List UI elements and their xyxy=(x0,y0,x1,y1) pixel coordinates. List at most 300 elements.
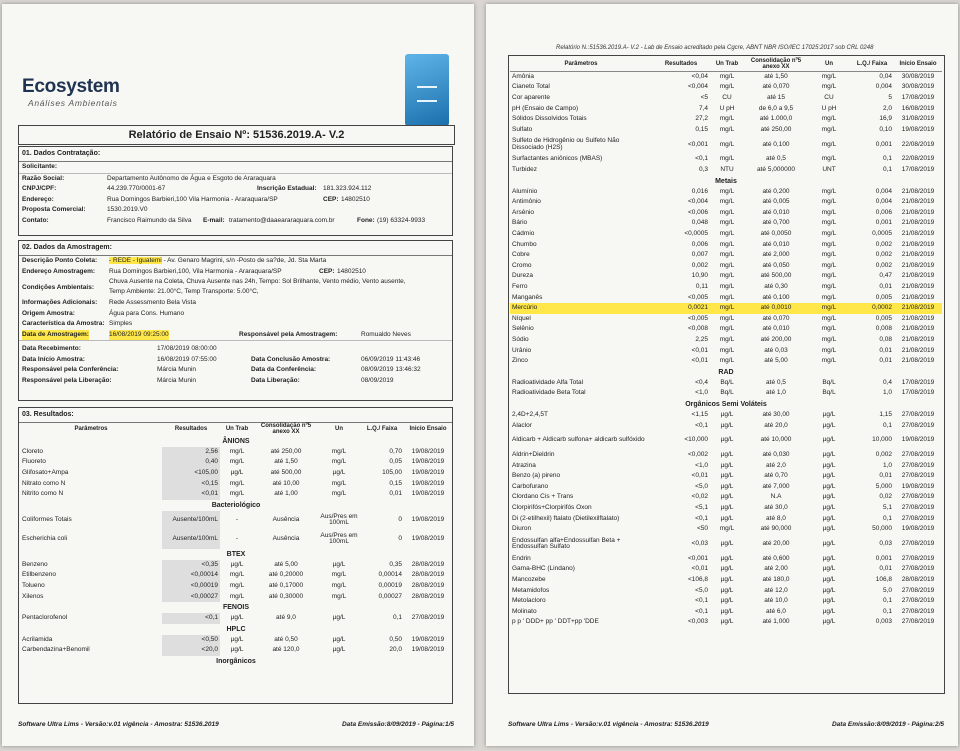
origem-label: Origem Amostra: xyxy=(22,309,75,317)
resultados-header: 03. Resultados: xyxy=(19,408,452,423)
cell-start-date: 21/08/2019 xyxy=(894,303,942,314)
cell-limit: até 2,0 xyxy=(766,461,786,469)
results-table-page-2 xyxy=(510,57,942,628)
ponto-highlight: - REDE - Iguatemi xyxy=(109,257,162,264)
cell-result: 0,002 xyxy=(691,261,708,269)
cell-limit: até 5,00 xyxy=(764,357,788,365)
cell-lq: 0,008 xyxy=(875,325,892,333)
cell-result: 0,40 xyxy=(162,458,220,469)
cell-result: Ausente/100mL xyxy=(162,530,220,549)
cell-lq: 0,05 xyxy=(389,458,402,466)
cell-limit: até 30,00 xyxy=(762,410,790,418)
cell-limit: até 20,00 xyxy=(762,540,790,548)
table-row xyxy=(510,282,942,293)
cell-result: <10,000 xyxy=(684,436,708,444)
carac-label: Característica da Amostra: xyxy=(22,320,105,327)
cell-lq: 0,70 xyxy=(389,447,402,455)
cell-unit: µg/L xyxy=(332,635,346,643)
cell-unit-trab: µg/L xyxy=(720,421,734,429)
group-title: Inorgânicos xyxy=(216,657,256,665)
cell-param: Benzeno xyxy=(22,560,48,568)
cell-start-date: 22/08/2019 xyxy=(901,140,935,148)
resp-liberacao-label: Responsável pela Liberação: xyxy=(22,376,112,384)
cell-limit: até 15 xyxy=(766,94,786,102)
resp-conferencia-value: Márcia Munin xyxy=(157,366,197,373)
cell-lq: 16,9 xyxy=(879,115,892,123)
cell-unit-trab: mg/L xyxy=(719,272,735,280)
footer-page-2 xyxy=(508,721,944,728)
cell-start-date: 28/08/2019 xyxy=(411,592,445,600)
cell-param: Tolueno xyxy=(22,582,45,590)
cell-param: Arsênio xyxy=(512,208,535,216)
cell-lq: 0,04 xyxy=(879,72,892,80)
cell-start-date: 31/08/2019 xyxy=(901,115,935,123)
cell-unit: mg/L xyxy=(821,325,837,333)
cell-limit: Ausência xyxy=(272,516,300,524)
cell-param: Endrin xyxy=(512,554,531,562)
cell-unit-trab: µg/L xyxy=(230,560,244,568)
table-row xyxy=(510,378,942,389)
cell-unit: µg/L xyxy=(332,469,346,477)
cell-unit-trab: µg/L xyxy=(720,576,734,584)
cell-limit: até 0,5 xyxy=(766,378,786,386)
logo-subtitle: Análises Ambientais xyxy=(28,98,118,108)
cell-unit: µg/L xyxy=(822,576,836,584)
conclusao-value: 06/09/2019 11:43:46 xyxy=(361,355,421,363)
cell-start-date: 27/08/2019 xyxy=(901,461,935,469)
cell-start-date: 21/08/2019 xyxy=(901,261,935,269)
cell-limit: até 2,000 xyxy=(762,251,790,259)
cell-param: Níquel xyxy=(512,314,531,322)
cell-unit-trab: mg/L xyxy=(719,525,735,533)
fone-label: Fone: xyxy=(357,216,375,224)
cell-result: 0,006 xyxy=(691,240,708,248)
data-amostragem-label: Data de Amostragem: xyxy=(22,330,89,341)
report-page-1 xyxy=(2,4,474,746)
cell-param: Acrilamida xyxy=(22,635,53,643)
cell-result: <0,0005 xyxy=(684,230,708,238)
cell-unit-trab: Bq/L xyxy=(720,389,734,397)
cell-start-date: 21/08/2019 xyxy=(901,357,935,365)
cell-unit-trab: mg/L xyxy=(229,458,245,466)
cell-start-date: 21/08/2019 xyxy=(901,272,935,280)
cell-result: 7,4 xyxy=(698,104,708,112)
cell-unit-trab: mg/L xyxy=(229,592,245,600)
cell-lq: 0,01 xyxy=(389,490,402,498)
group-header xyxy=(20,549,452,560)
cell-lq: 0,003 xyxy=(875,618,892,626)
table-row xyxy=(510,356,942,367)
cell-unit: µg/L xyxy=(822,618,836,626)
resp-liberacao-value: Márcia Munin xyxy=(157,376,197,384)
group-header xyxy=(20,602,452,613)
cell-unit: mg/L xyxy=(331,582,347,590)
cell-unit-trab: CU xyxy=(722,94,732,102)
cell-lq: 0,03 xyxy=(879,540,892,548)
cell-lq: 0,00014 xyxy=(378,571,402,579)
cell-start-date: 19/08/2019 xyxy=(901,525,935,533)
cell-result: <0,004 xyxy=(687,83,708,91)
table-row xyxy=(510,535,942,554)
table-row xyxy=(510,229,942,240)
cell-lq: 0 xyxy=(398,516,402,524)
cell-unit: mg/L xyxy=(821,293,837,301)
table-row xyxy=(510,524,942,535)
cell-result: <0,50 xyxy=(162,635,220,646)
cell-unit: Bq/L xyxy=(822,378,836,386)
cell-result: <0,15 xyxy=(162,479,220,490)
cell-unit: mg/L xyxy=(821,230,837,238)
cell-result: <0,001 xyxy=(687,554,708,562)
cell-result: <5,1 xyxy=(695,504,708,512)
table-row xyxy=(510,72,942,83)
table-row xyxy=(510,104,942,115)
table-row xyxy=(20,560,452,571)
table-row xyxy=(20,581,452,592)
cell-unit-trab: - xyxy=(235,535,239,543)
cell-start-date: 27/08/2019 xyxy=(901,472,935,480)
table-row xyxy=(510,314,942,325)
cell-lq: 1,0 xyxy=(882,389,892,397)
cell-unit-trab: µg/L xyxy=(720,586,734,594)
cell-unit: mg/L xyxy=(331,571,347,579)
cell-unit: mg/L xyxy=(821,240,837,248)
table-row xyxy=(510,471,942,482)
cell-unit: mg/L xyxy=(331,458,347,466)
cell-unit: mg/L xyxy=(331,447,347,455)
cell-start-date: 21/08/2019 xyxy=(901,251,935,259)
cell-lq: 20,0 xyxy=(389,646,402,654)
cell-result: <0,4 xyxy=(695,378,708,386)
cell-lq: 0,001 xyxy=(875,554,892,562)
group-header xyxy=(20,656,452,667)
cell-start-date: 27/08/2019 xyxy=(901,421,935,429)
cell-param: Di (2-etilhexil) ftalato (Dietilexilftalato) xyxy=(512,514,620,522)
cell-lq: 0,1 xyxy=(882,514,892,522)
cell-param: Bário xyxy=(512,219,528,227)
cell-unit-trab: - xyxy=(235,516,239,524)
cell-limit: até 1.000,0 xyxy=(759,115,793,123)
inicio-label: Data Início Amostra: xyxy=(22,355,85,363)
cell-start-date: 17/08/2019 xyxy=(901,94,935,102)
cell-limit: até 2,00 xyxy=(764,565,788,573)
cell-unit-trab: mg/L xyxy=(719,219,735,227)
cell-unit-trab: mg/L xyxy=(719,325,735,333)
cell-unit-trab: µg/L xyxy=(720,493,734,501)
cell-lq: 0,08 xyxy=(879,335,892,343)
table-row xyxy=(20,458,452,469)
cell-unit-trab: µg/L xyxy=(230,614,244,622)
cell-unit-trab: mg/L xyxy=(719,314,735,322)
table-row xyxy=(510,493,942,504)
group-header xyxy=(510,399,942,410)
cell-start-date: 19/08/2019 xyxy=(901,482,935,490)
cell-result: 0,15 xyxy=(695,125,708,133)
endam-cep-label: CEP: xyxy=(319,267,335,275)
cell-result: <0,00027 xyxy=(162,592,220,603)
cell-unit: Aus/Pres em 100mL xyxy=(320,531,358,546)
cell-unit: mg/L xyxy=(331,490,347,498)
cell-limit: até 1,000 xyxy=(762,618,790,626)
table-row xyxy=(510,461,942,472)
cell-limit: até 500,00 xyxy=(760,272,792,280)
cell-start-date: 21/08/2019 xyxy=(901,208,935,216)
endam-cep-value: 14802510 xyxy=(337,267,366,275)
cell-param: Molinato xyxy=(512,607,537,615)
cell-start-date: 27/08/2019 xyxy=(901,451,935,459)
cell-lq: 0,35 xyxy=(389,560,402,568)
cell-start-date: 16/08/2019 xyxy=(901,104,935,112)
cell-unit: µg/L xyxy=(332,560,346,568)
cell-limit: até 0,010 xyxy=(762,208,790,216)
cell-unit: mg/L xyxy=(331,479,347,487)
cell-start-date: 22/08/2019 xyxy=(901,155,935,163)
cell-lq: 5,0 xyxy=(882,586,892,594)
cell-result: <0,1 xyxy=(695,421,708,429)
cell-param: Coliformes Totais xyxy=(22,516,72,524)
cell-result: <1,0 xyxy=(695,389,708,397)
cond-line-1: Chuva Ausente na Coleta, Chuva Ausente nas 24h, Tempo: Sol Brilhante, Vento médio, Vento ausente, xyxy=(109,278,406,285)
cell-unit: mg/L xyxy=(331,592,347,600)
group-title: Orgânicos Semi Voláteis xyxy=(685,400,767,408)
cell-unit: µg/L xyxy=(822,540,836,548)
table-row xyxy=(510,586,942,597)
cell-unit-trab: U pH xyxy=(719,104,735,112)
footer-left: Software Ultra Lims - Versão:v.01 vigência - Amostra: 51536.2019 xyxy=(18,721,219,728)
cell-unit: mg/L xyxy=(821,208,837,216)
cell-limit: até 0,100 xyxy=(762,140,790,148)
table-row xyxy=(510,293,942,304)
cell-start-date: 27/08/2019 xyxy=(901,607,935,615)
cell-lq: 0,01 xyxy=(879,346,892,354)
cell-unit-trab: mg/L xyxy=(229,479,245,487)
group-header xyxy=(20,436,452,447)
cell-param: Nitrito como N xyxy=(22,490,64,498)
cell-lq: 0,15 xyxy=(389,479,402,487)
cell-lq: 0,00027 xyxy=(378,592,402,600)
endereco-label: Endereço: xyxy=(22,195,54,203)
cell-result: <0,04 xyxy=(691,72,708,80)
cell-param: Carbendazina+Benomil xyxy=(22,646,90,654)
cell-limit: até 0,600 xyxy=(762,554,790,562)
ponto-label: Descrição Ponto Coleta: xyxy=(22,257,98,264)
cell-start-date: 21/08/2019 xyxy=(901,282,935,290)
cell-unit-trab: µg/L xyxy=(720,618,734,626)
cell-limit: N.A xyxy=(770,493,782,501)
cell-param: Nitrato como N xyxy=(22,479,66,487)
cell-limit: até 0,0050 xyxy=(760,230,792,238)
cell-result: <0,01 xyxy=(162,489,220,500)
cell-start-date: 21/08/2019 xyxy=(901,240,935,248)
cell-lq: 0,00019 xyxy=(378,582,402,590)
table-row xyxy=(510,607,942,618)
cell-unit-trab: mg/L xyxy=(229,490,245,498)
table-row xyxy=(510,575,942,586)
cell-unit-trab: µg/L xyxy=(720,504,734,512)
cell-lq: 0,005 xyxy=(875,293,892,301)
cell-result: 0,0021 xyxy=(652,303,710,314)
ie-label: Inscrição Estadual: xyxy=(257,185,317,192)
table-row xyxy=(20,592,452,603)
cell-param: Turbidez xyxy=(512,166,538,174)
cell-param: Mercúrio xyxy=(510,303,652,314)
table-row xyxy=(510,503,942,514)
cell-param: Aldicarb + Aldicarb sulfona+ aldicarb sulfóxido xyxy=(512,436,645,444)
cell-result: <0,006 xyxy=(687,208,708,216)
cell-unit: mg/L xyxy=(821,155,837,163)
razao-label: Razão Social: xyxy=(22,174,65,182)
cell-param: Glifosato+Ampa xyxy=(22,469,69,477)
cell-limit: até 10,0 xyxy=(764,597,788,605)
logo-name: Ecosystem xyxy=(22,76,120,97)
table-row xyxy=(510,93,942,104)
cell-unit-trab: µg/L xyxy=(720,436,734,444)
table-row xyxy=(20,530,452,549)
cell-limit: até 0,030 xyxy=(762,451,790,459)
cell-start-date: 27/08/2019 xyxy=(901,504,935,512)
cell-lq: 0,002 xyxy=(875,240,892,248)
cell-param: Zinco xyxy=(512,357,528,365)
cell-start-date: 21/08/2019 xyxy=(901,346,935,354)
cnpj-label: CNPJ/CPF: xyxy=(22,185,57,192)
cell-limit: de 6,0 a 9,5 xyxy=(758,104,794,112)
cell-limit: até 0,010 xyxy=(762,325,790,333)
table-row xyxy=(510,219,942,230)
cell-unit-trab: µg/L xyxy=(720,607,734,615)
cell-unit: µg/L xyxy=(822,565,836,573)
cell-param: Radioatividade Beta Total xyxy=(512,389,586,397)
endam-label: Endereço Amostragem: xyxy=(22,267,96,275)
proposta-label: Proposta Comercial: xyxy=(22,206,86,213)
solicitante-label: Solicitante: xyxy=(22,163,58,170)
cell-param: Metamidofos xyxy=(512,586,550,594)
table-row xyxy=(510,155,942,166)
table-row xyxy=(510,125,942,136)
cell-start-date: 19/08/2019 xyxy=(411,516,445,524)
accreditation-seal-icon xyxy=(405,54,449,126)
cell-param: Cádmio xyxy=(512,230,535,238)
cell-result: <0,1 xyxy=(695,155,708,163)
footer-right: Data Emissão:8/09/2019 - Página:1/5 xyxy=(341,721,454,728)
cell-start-date: 17/08/2019 xyxy=(901,166,935,174)
cell-lq: 0,50 xyxy=(389,635,402,643)
group-title: Metais xyxy=(715,177,737,185)
cell-param: Cloreto xyxy=(22,447,43,455)
col-resultados: Resultados xyxy=(174,425,208,432)
cell-lq: 0,01 xyxy=(879,565,892,573)
cell-unit: µg/L xyxy=(822,451,836,459)
cell-limit: até 250,00 xyxy=(760,125,792,133)
cell-start-date: 21/08/2019 xyxy=(901,198,935,206)
cell-limit: até 0,03 xyxy=(764,346,788,354)
cep-label: CEP: xyxy=(323,195,339,203)
contratacao-section xyxy=(18,146,453,236)
cnpj-value: 44.239.770/0001-67 xyxy=(107,185,166,192)
footer-right: Data Emissão:8/09/2019 - Página:2/5 xyxy=(831,721,944,728)
cell-start-date: 19/08/2019 xyxy=(411,479,445,487)
cell-unit: µg/L xyxy=(822,461,836,469)
cell-start-date: 17/08/2019 xyxy=(901,378,935,386)
cell-result: 10,90 xyxy=(691,272,708,280)
table-row xyxy=(510,565,942,576)
cell-result: <50 xyxy=(696,525,708,533)
table-row xyxy=(510,596,942,607)
cell-lq: 0,1 xyxy=(392,614,402,622)
cell-limit: até 9,0 xyxy=(276,614,296,622)
col-lq-faixa: L.Q./ Faixa xyxy=(856,60,888,67)
cell-limit: até 6,0 xyxy=(766,607,786,615)
cell-unit: mg/L xyxy=(821,140,837,148)
cell-start-date: 27/08/2019 xyxy=(901,586,935,594)
cell-limit: até 1,0 xyxy=(766,389,786,397)
group-title: Bacteriológico xyxy=(211,501,261,509)
resp-conferencia-label: Responsável pela Conferência: xyxy=(22,366,119,373)
cell-result: <0,1 xyxy=(695,607,708,615)
cell-result: 0,007 xyxy=(691,251,708,259)
amostragem-section xyxy=(18,240,453,401)
cell-unit-trab: µg/L xyxy=(720,597,734,605)
cell-param: Dureza xyxy=(512,272,533,280)
cell-lq: 0,004 xyxy=(875,198,892,206)
cell-start-date: 21/08/2019 xyxy=(901,219,935,227)
cell-unit: µg/L xyxy=(822,514,836,522)
cell-unit-trab: µg/L xyxy=(720,514,734,522)
cell-lq: 0 xyxy=(398,535,402,543)
cell-unit: mg/L xyxy=(821,187,837,195)
cell-limit: até 0,17000 xyxy=(268,582,304,590)
cell-param: Sólidos Dissolvidos Totais xyxy=(512,115,587,123)
report-page-2 xyxy=(486,4,958,746)
cell-limit: até 0,070 xyxy=(762,314,790,322)
conclusao-label: Data Conclusão Amostra: xyxy=(251,355,331,363)
cell-result: <1,0 xyxy=(695,461,708,469)
col-parametros: Parâmetros xyxy=(564,60,598,67)
cell-result: 2,25 xyxy=(695,335,708,343)
cell-unit-trab: mg/L xyxy=(719,187,735,195)
cell-unit-trab: mg/L xyxy=(229,571,245,579)
cell-param: Antimônio xyxy=(512,198,541,206)
cell-start-date: 30/08/2019 xyxy=(901,72,935,80)
group-title: FENOIS xyxy=(222,604,250,612)
cell-result: <0,1 xyxy=(162,613,220,624)
cell-start-date: 27/08/2019 xyxy=(901,540,935,548)
cell-unit: µg/L xyxy=(822,607,836,615)
cell-param: Surfactantes aniônicos (MBAS) xyxy=(512,155,603,163)
report-title: Relatório de Ensaio Nº: 51536.2019.A- V.2 xyxy=(18,125,455,145)
cell-limit: até 12,0 xyxy=(764,586,788,594)
cell-lq: 2,0 xyxy=(882,104,892,112)
cell-unit-trab: mg/L xyxy=(719,208,735,216)
cell-param: Pentaclorofenol xyxy=(22,614,68,622)
fone-value: (19) 63324-9933 xyxy=(377,216,426,224)
cell-param: Clorpirifós+Clorpirifós Oxon xyxy=(512,504,592,512)
table-row xyxy=(510,272,942,283)
cell-lq: 0,001 xyxy=(875,140,892,148)
table-row xyxy=(20,571,452,582)
table-row xyxy=(510,114,942,125)
table-row xyxy=(510,165,942,176)
table-row xyxy=(510,450,942,461)
cell-limit: até 8,0 xyxy=(766,514,786,522)
group-title: RAD xyxy=(718,368,734,376)
resp-amostragem-label: Responsável pela Amostragem: xyxy=(239,330,338,338)
cell-limit: até 1,50 xyxy=(764,72,788,80)
cell-unit-trab: mg/L xyxy=(719,261,735,269)
cell-param: Cor aparente xyxy=(512,94,550,102)
cell-start-date: 27/08/2019 xyxy=(901,493,935,501)
col-consolidacao: Consolidação nº5 anexo XX xyxy=(260,422,312,435)
cell-limit: até 10,00 xyxy=(272,479,300,487)
